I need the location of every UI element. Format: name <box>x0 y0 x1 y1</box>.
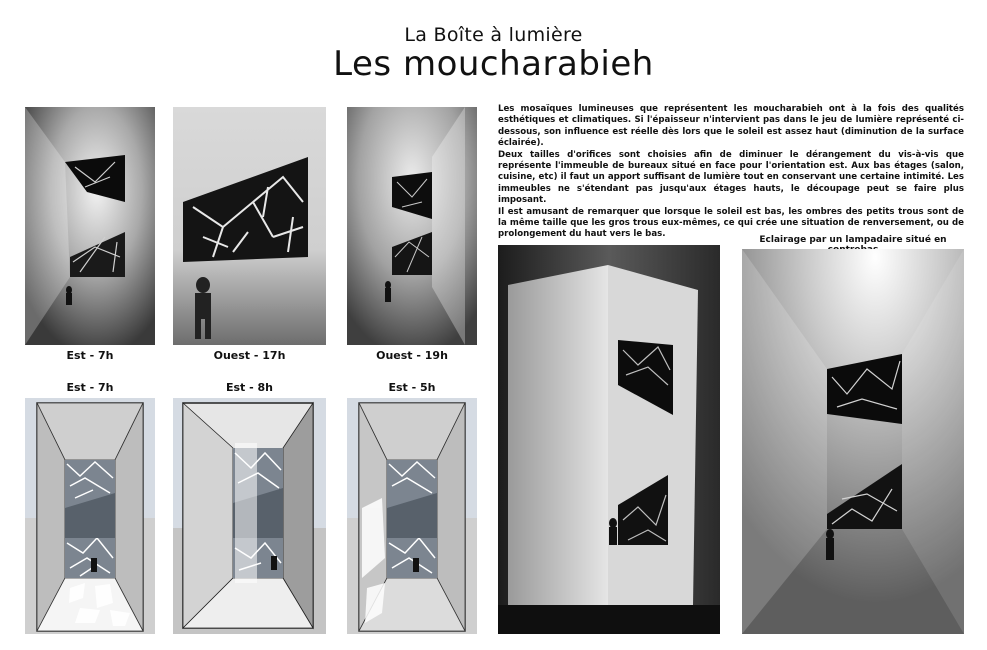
render-est-5h <box>347 398 477 634</box>
caption-render-est-7h: Est - 7h <box>66 381 114 394</box>
description-text <box>498 104 964 241</box>
caption-render-est-5h: Est - 5h <box>388 381 436 394</box>
render-est-7h <box>25 398 155 634</box>
photo-box-side-view <box>498 245 720 634</box>
caption-render-est-8h: Est - 8h <box>225 381 274 394</box>
caption-photo-ouest-19h: Ouest - 19h <box>376 349 448 362</box>
paragraph-3: Il est amusant de remarquer que lorsque le soleil est bas, les ombres des petits trous sont de la même taille que les gros trous eux-mêmes, ce qui crée une situation de renversement, ou de prolongement du haut vers le bas. <box>498 206 964 240</box>
caption-photo-ouest-17h: Ouest - 17h <box>213 349 286 362</box>
caption-streetlight: Eclairage par un lampadaire situé en <box>759 235 947 245</box>
paragraph-2: Deux tailles d'orifices sont choisies afin de diminuer le dérangement du vis-à-vis que représente l'immeuble de bureaux situé en face pour l'orientation est. Aux bas étages (salon, cuisine, etc) il faut un apport suffisant de lumière tout en conservant une certaine intimité. Les immeubles ne s'étendant pas jusqu'aux étages hauts, le découpage peut se faire plus imposant. <box>498 149 964 206</box>
photo-ouest-17h <box>173 107 326 345</box>
photo-ouest-19h <box>347 107 477 345</box>
render-est-8h <box>173 398 326 634</box>
page-title: Les moucharabieh <box>333 44 654 84</box>
photo-est-7h <box>25 107 155 345</box>
paragraph-1: Les mosaïques lumineuses que représentent les moucharabieh ont à la fois des qualités esthétiques et climatiques. Si l'épaisseur n'intervient pas dans le jeu de lumière représenté ci-dessous, son influence est réelle dès lors que le soleil est assez haut (diminution de la surface éclairée). <box>498 104 964 149</box>
caption-photo-est-7h: Est - 7h <box>66 349 114 362</box>
photo-box-streetlight <box>742 249 964 634</box>
page-supertitle: La Boîte à lumière <box>404 24 583 46</box>
